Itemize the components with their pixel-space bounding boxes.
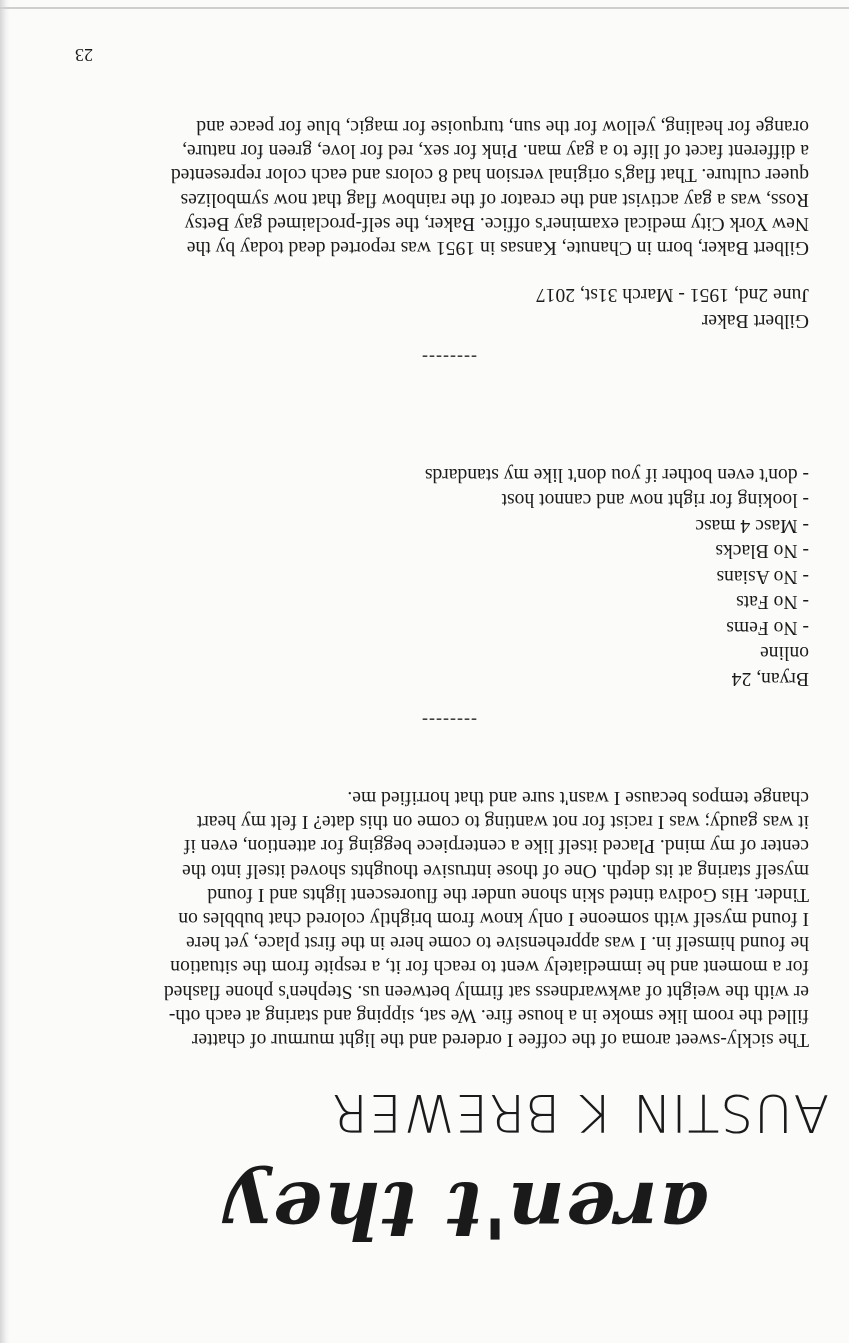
paragraph-line: myself staring at its depth. One of those intrusive thoughts shoved itself into the (182, 859, 809, 881)
profile-item: - No Fems (726, 617, 809, 638)
profile-item: - looking for right now and cannot host (501, 489, 809, 511)
story-title: aren't they (225, 1164, 709, 1255)
paragraph-line: change tempos because I wasn't sure and that horrified me. (347, 786, 809, 808)
paragraph-line: for a moment and he immediately went to reach for it, a respite from the situation (170, 956, 809, 978)
author-name: AUSTIN K BREWER (330, 1082, 829, 1142)
paragraph-line: New York City medical examiner's office. Baker, the self-proclaimed gay Betsy (184, 212, 809, 234)
paragraph-line: center of my mind. Placed itself like a centerpiece begging for attention, even if (183, 835, 809, 857)
paragraph-line: a different facet of life to a gay man. Pink for sex, red for love, green for nature, (182, 140, 809, 162)
profile-block (425, 462, 809, 692)
paragraph-line: it was gaudy; was I racist for not wanting to come on this date? I felt my heart (196, 811, 809, 833)
profile-status: online (760, 642, 809, 664)
page-number: 23 (75, 45, 93, 65)
opening-paragraph (19, 785, 809, 1051)
profile-item: - No Blacks (715, 540, 809, 562)
obituary-paragraph (19, 114, 809, 259)
obituary-name: Gilbert Baker (701, 310, 809, 331)
page-edge-shadow (0, 0, 10, 1343)
paragraph-line: I found myself with someone I only know from brightly colored chat bubbles on (178, 907, 809, 929)
profile-item: - No Asians (716, 566, 809, 587)
paragraph-line: he found himself in. I was apprehensive to come here in the first place, yet here (186, 932, 809, 954)
obituary-dates: June 2nd, 1951 - March 31st, 2017 (535, 284, 809, 306)
paragraph-line: Tinder. His Godiva tinted skin shone under the fluorescent lights and I found (207, 883, 809, 905)
page-edge-line (0, 7, 849, 9)
section-separator: -------- (421, 711, 477, 731)
paragraph-line: Ross, was a gay activist and the creator of the rainbow flag that now symbolizes (180, 188, 809, 210)
profile-item: - don't even bother if you don't like my standards (424, 464, 809, 485)
profile-name-age: Bryan, 24 (731, 668, 809, 689)
obituary-heading (536, 282, 809, 333)
paragraph-line: orange for healing, yellow for the sun, turquoise for magic, blue for peace and (196, 115, 809, 137)
paragraph-line: filled the room like smoke in a house fire. We sat, sipping and staring at each oth- (168, 1004, 809, 1026)
paragraph-line: queer culture. That flag's original version had 8 colors and each color represented (170, 164, 809, 186)
profile-item: - No Fats (736, 591, 809, 613)
paragraph-line: Gilbert Baker, born in Chanute, Kansas in 1951 was reported dead today by the (186, 237, 809, 258)
paragraph-line: The sickly-sweet aroma of the coffee I ordered and the light murmur of chatter (191, 1029, 809, 1050)
section-separator: -------- (421, 348, 477, 368)
profile-item: - Masc 4 masc (695, 515, 809, 536)
paragraph-line: er with the weight of awkwardness sat firmly between us. Stephen's phone flashed (163, 980, 809, 1002)
